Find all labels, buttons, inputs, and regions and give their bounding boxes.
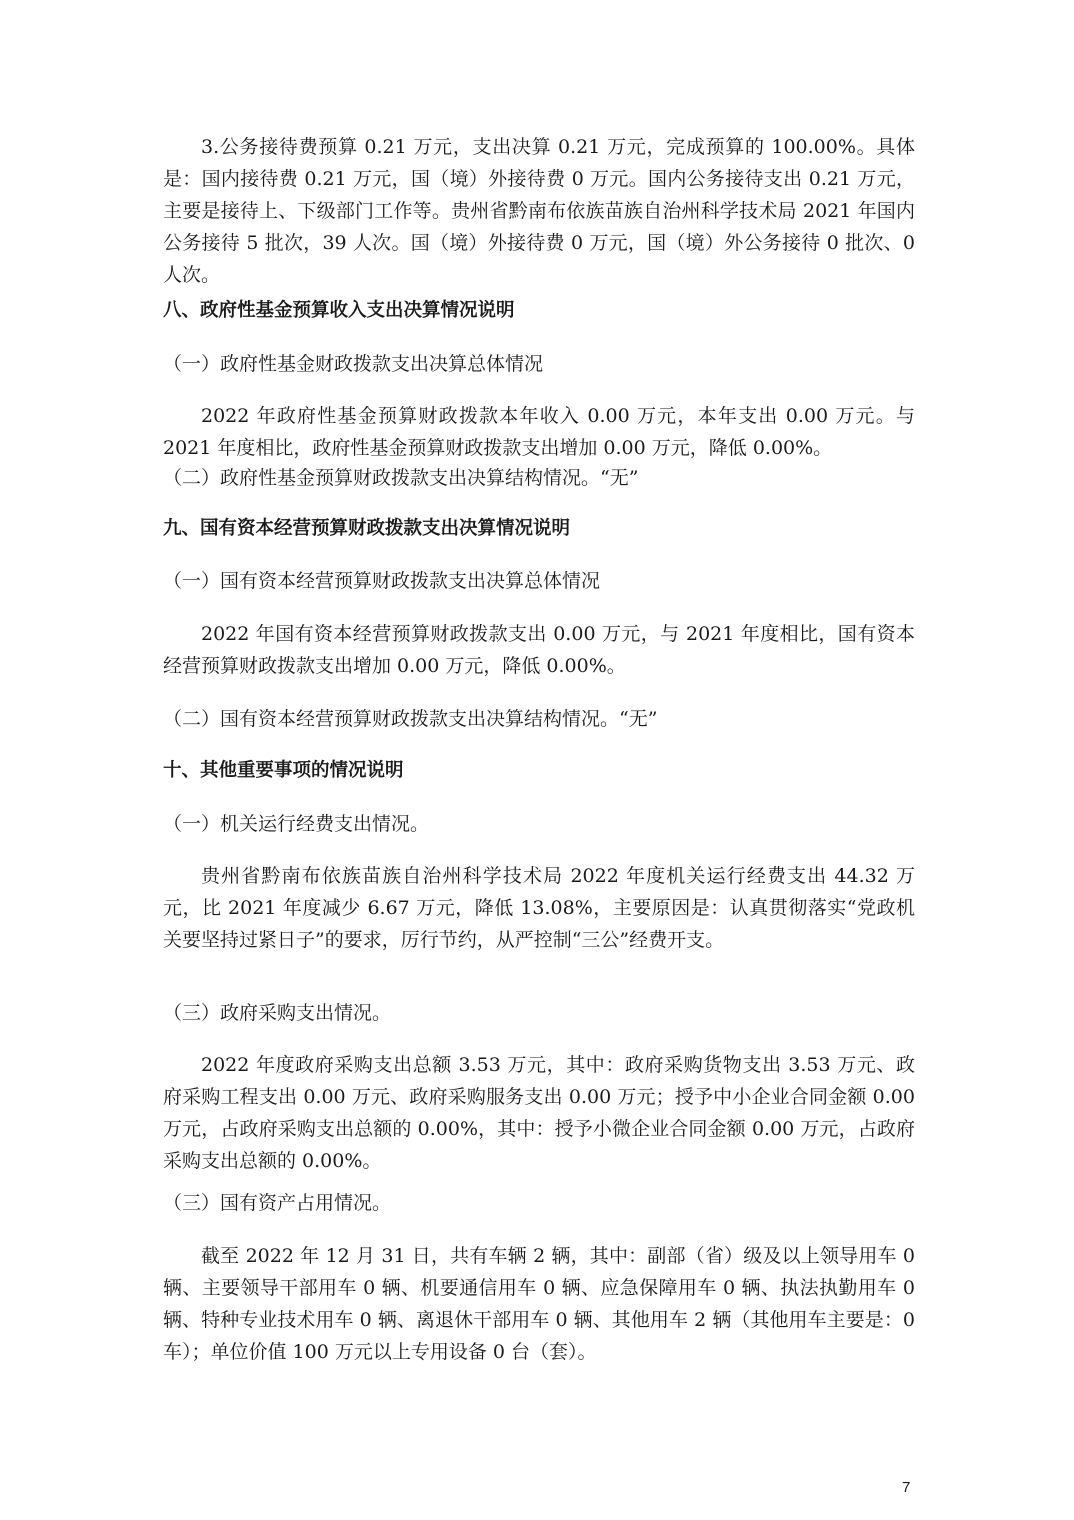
section-heading-9: 九、国有资本经营预算财政拨款支出决算情况说明 [163,518,571,539]
paragraph-10-2: 2022 年度政府采购支出总额 3.53 万元，其中：政府采购货物支出 3.53 万元、政府采购工程支出 0.00 万元、政府采购服务支出 0.00 万元；授予中小企业合同金额 0.00 万元，占政府采购支出总额的 0.00%，其中：授予小微企业合同金额 0.00 万元，占政府采购支出总额的 0.00%。 [163,1054,915,1172]
subheading-9-2: （二）国有资本经营预算财政拨款支出决算结构情况。“无” [163,708,658,730]
paragraph-reception-expenses: 3.公务接待费预算 0.21 万元，支出决算 0.21 万元，完成预算的 100.00%。具体是：国内接待费 0.21 万元，国（境）外接待费 0 万元。国内公务接待支出 0.21 万元，主要是接待上、下级部门工作等。贵州省黔南布依族苗族自治州科学技术局 2021 年国内公务接待 5 批次，39 人次。国（境）外接待费 0 万元，国（境）外公务接待 0 批次、0 人次。 [163,136,915,286]
subheading-10-2: （三）政府采购支出情况。 [163,1002,392,1024]
section-heading-10: 十、其他重要事项的情况说明 [163,760,404,781]
subheading-9-1: （一）国有资本经营预算财政拨款支出决算总体情况 [163,570,601,592]
subheading-10-3: （三）国有资产占用情况。 [163,1192,392,1214]
paragraph-10-3: 截至 2022 年 12 月 31 日，共有车辆 2 辆，其中：副部（省）级及以上领导用车 0 辆、主要领导干部用车 0 辆、机要通信用车 0 辆、应急保障用车 0 辆、执法执勤用车 0 辆、特种专业技术用车 0 辆、离退休干部用车 0 辆、其他用车 2 辆（其他用车主要是：0 车）；单位价值 100 万元以上专用设备 0 台（套）。 [163,1245,915,1363]
paragraph-8-2: （二）政府性基金预算财政拨款支出决算结构情况。“无” [163,467,639,489]
paragraph-9-1: 2022 年国有资本经营预算财政拨款支出 0.00 万元，与 2021 年度相比，国有资本经营预算财政拨款支出增加 0.00 万元，降低 0.00%。 [163,623,915,677]
page-number: 7 [902,1479,911,1496]
subheading-8-1: （一）政府性基金财政拨款支出决算总体情况 [163,353,544,375]
section-heading-8: 八、政府性基金预算收入支出决算情况说明 [163,300,515,321]
paragraph-10-1: 贵州省黔南布依族苗族自治州科学技术局 2022 年度机关运行经费支出 44.32 万元，比 2021 年度减少 6.67 万元，降低 13.08%，主要原因是：认真贯彻落实“党政机关要坚持过紧日子”的要求，厉行节约，从严控制“三公”经费开支。 [163,865,915,951]
paragraph-8-1: 2022 年政府性基金预算财政拨款本年收入 0.00 万元，本年支出 0.00 万元。与 2021 年度相比，政府性基金预算财政拨款支出增加 0.00 万元，降低 0.00%。 [163,405,915,459]
subheading-10-1: （一）机关运行经费支出情况。 [163,813,430,835]
